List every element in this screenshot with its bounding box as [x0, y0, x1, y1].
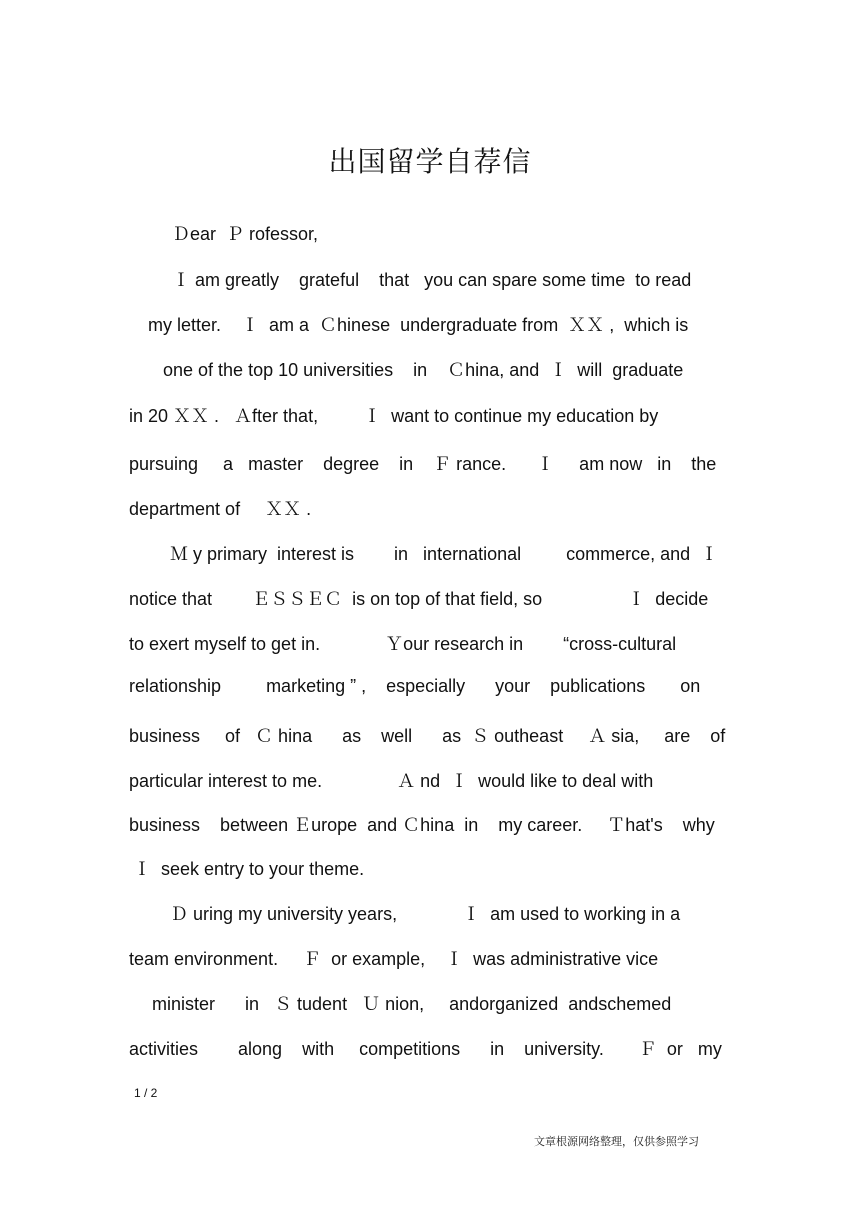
page-number: 1 / 2: [134, 1086, 158, 1100]
text-line: particular interest to me. Ａ nd Ｉ would like to deal with: [129, 771, 654, 791]
text-line: department of ＸＸ .: [129, 499, 312, 519]
text-line: in 20 ＸＸ . Ａfter that, Ｉ want to continue my education by: [129, 406, 659, 426]
text-line: relationship marketing ” , especially your publications on: [129, 676, 701, 696]
text-line: Ｉ am greatly grateful that you can spare some time to read: [172, 270, 692, 290]
text-line: one of the top 10 universities in Ｃhina, and Ｉ will graduate: [163, 360, 684, 380]
text-line: Ｍ y primary interest is in international commerce, and Ｉ: [170, 544, 719, 564]
text-line: Ｄear Ｐ rofessor,: [172, 224, 319, 244]
footer-note: 文章根源网络整理，仅供参照学习: [534, 1135, 699, 1148]
text-line: pursuing a master degree in Ｆ rance. Ｉ am now in the: [129, 454, 717, 474]
text-line: business of Ｃ hina as well as Ｓ outheast Ａ sia, are of: [129, 726, 726, 746]
text-line: team environment. Ｆ or example, Ｉ was administrative vice: [129, 949, 659, 969]
text-line: notice that ＥＳＳＥＣ is on top of that field, so Ｉ decide: [129, 589, 709, 609]
text-line: activities along with competitions in university. Ｆ or my: [129, 1039, 722, 1059]
text-line: my letter. Ｉ am a Ｃhinese undergraduate from ＸＸ , which is: [148, 315, 689, 335]
text-line: business between Ｅurope and Ｃhina in my career. Ｔhat's why: [129, 815, 715, 835]
text-line: to exert myself to get in. Ｙour research in “cross-cultural: [129, 634, 677, 654]
document-title: 出国留学自荐信: [328, 145, 532, 178]
text-line: minister in Ｓ tudent Ｕ nion, andorganized andschemed: [152, 994, 672, 1014]
text-line: Ｉ seek entry to your theme.: [133, 859, 365, 879]
text-line: Ｄ uring my university years, Ｉ am used to working in a: [170, 904, 681, 924]
